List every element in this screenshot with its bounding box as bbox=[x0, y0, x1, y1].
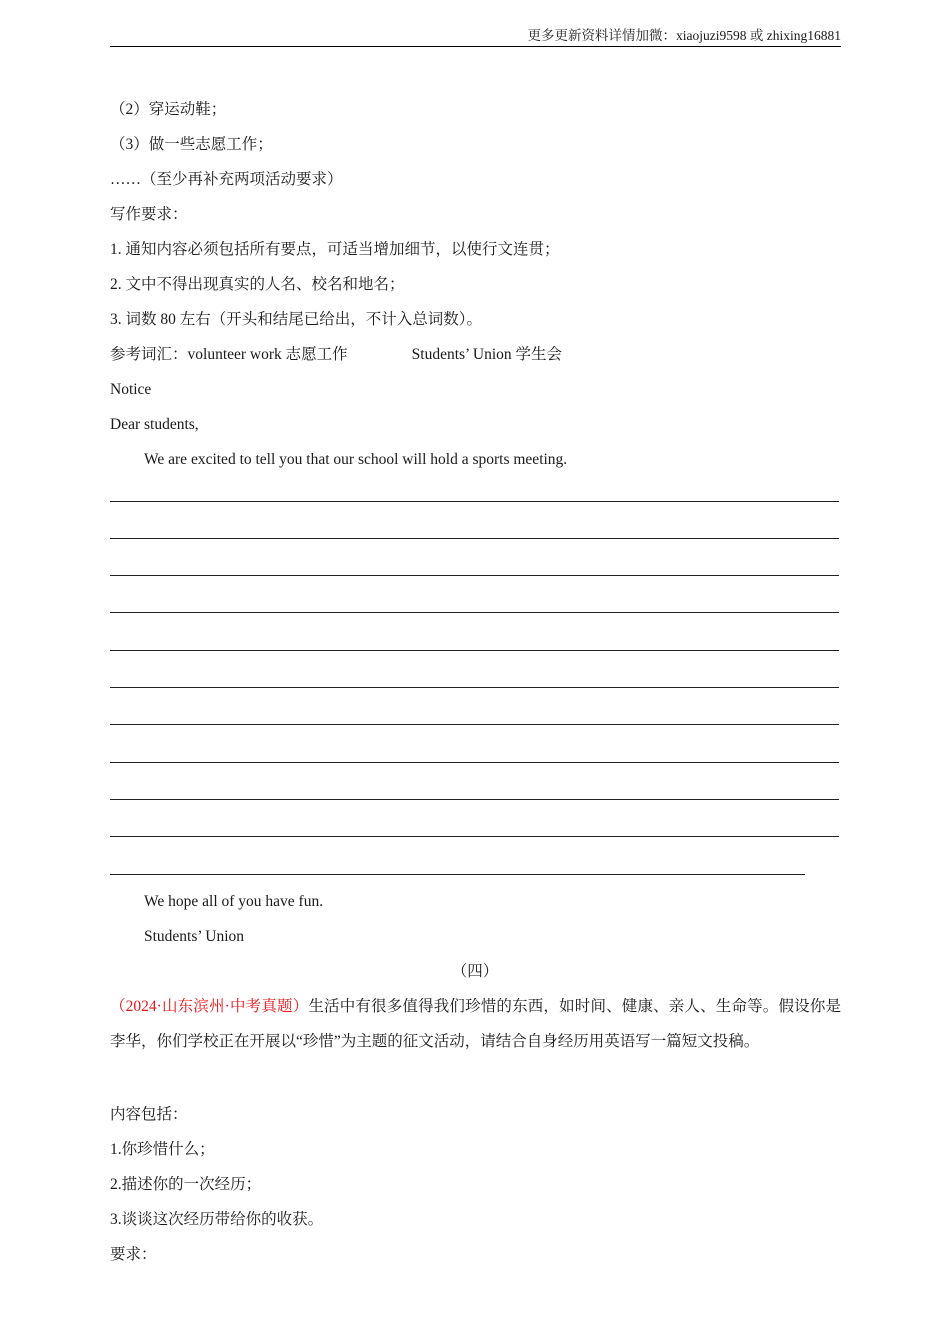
answer-blank-line[interactable] bbox=[110, 762, 839, 763]
vocabulary-line bbox=[110, 344, 562, 366]
answer-blank-line[interactable] bbox=[110, 650, 839, 651]
writing-requirement: 1. 通知内容必须包括所有要点，可适当增加细节，以使行文连贯； bbox=[110, 241, 560, 258]
answer-blank-line[interactable] bbox=[110, 687, 839, 688]
writing-requirement: 2. 文中不得出现真实的人名、校名和地名； bbox=[110, 276, 405, 293]
activity-item: （3）做一些志愿工作； bbox=[110, 136, 273, 153]
header-contact-text: 更多更新资料详情加微：xiaojuzi9598 或 zhixing16881 bbox=[527, 28, 841, 43]
content-item: 2.描述你的一次经历； bbox=[110, 1176, 262, 1193]
section-prompt bbox=[110, 989, 841, 1059]
answer-blank-line[interactable] bbox=[110, 836, 839, 837]
answer-blank-line[interactable] bbox=[110, 501, 839, 502]
section-heading: （四） bbox=[451, 963, 499, 980]
writing-requirements-title: 写作要求： bbox=[110, 206, 188, 223]
answer-blank-line[interactable] bbox=[110, 874, 805, 875]
writing-requirement: 3. 词数 80 左右（开头和结尾已给出，不计入总词数）。 bbox=[110, 311, 483, 328]
notice-greeting: Dear students, bbox=[110, 416, 199, 433]
prompt-text: 生活中有很多值得我们珍惜的东西，如时间、健康、亲人、生命等。假设你是李华，你们学校正在开展以“珍惜”为主题的征文活动，请结合自身经历用英语写一篇短文投稿。 bbox=[110, 998, 841, 1050]
notice-closing: We hope all of you have fun. bbox=[144, 893, 324, 910]
answer-blank-line[interactable] bbox=[110, 538, 839, 539]
activity-item-note: ……（至少再补充两项活动要求） bbox=[110, 171, 343, 188]
answer-blank-line[interactable] bbox=[110, 612, 839, 613]
content-title: 内容包括： bbox=[110, 1106, 188, 1123]
vocabulary-item-2: Students’ Union 学生会 bbox=[411, 346, 563, 363]
activity-item: （2）穿运动鞋； bbox=[110, 101, 227, 118]
answer-blank-line[interactable] bbox=[110, 575, 839, 576]
vocabulary-item-1: volunteer work 志愿工作 bbox=[187, 346, 348, 363]
vocabulary-prefix: 参考词汇： bbox=[110, 346, 188, 363]
notice-opening: We are excited to tell you that our school will hold a sports meeting. bbox=[144, 451, 568, 468]
content-item: 3.谈谈这次经历带给你的收获。 bbox=[110, 1211, 324, 1228]
answer-blank-line[interactable] bbox=[110, 724, 839, 725]
answer-blank-line[interactable] bbox=[110, 799, 839, 800]
notice-signature: Students’ Union bbox=[144, 928, 245, 945]
requirements-title: 要求： bbox=[110, 1246, 157, 1263]
exam-source-tag: （2024·山东滨州·中考真题） bbox=[110, 998, 309, 1015]
page-header bbox=[110, 26, 841, 47]
content-item: 1.你珍惜什么； bbox=[110, 1141, 215, 1158]
notice-title: Notice bbox=[110, 381, 152, 398]
